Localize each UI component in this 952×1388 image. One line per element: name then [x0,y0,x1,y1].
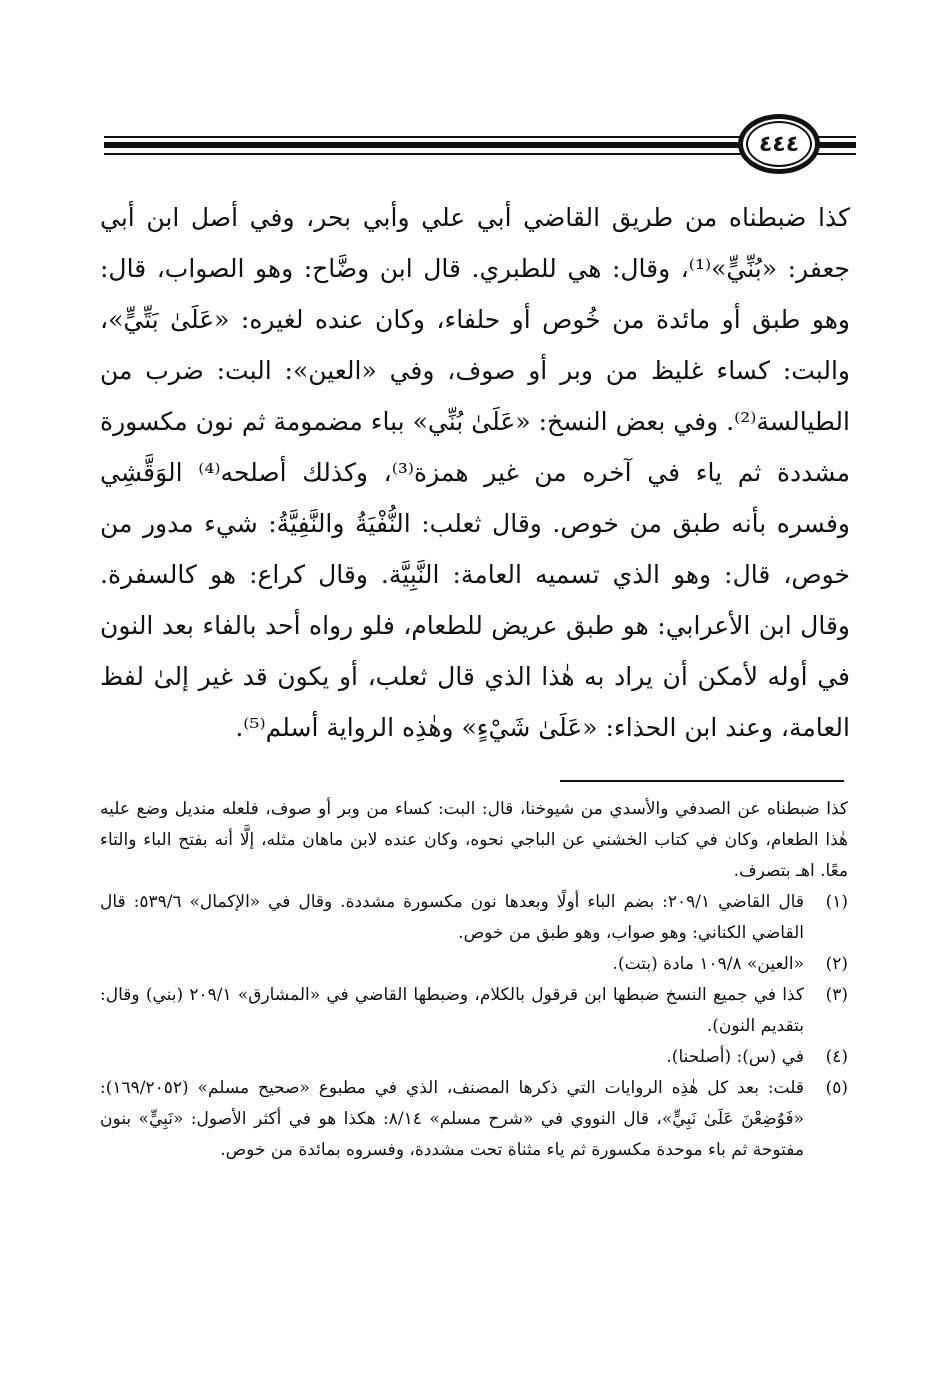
footnote-item [100,949,848,980]
footnote-text: «العين» ١٠٩/٨ مادة (بتت). [612,954,804,974]
header-rule [816,153,856,155]
footnote-number: (٥) [825,1078,848,1098]
footnote-text: قال القاضي ٢٠٩/١: بضم الباء أولًا وبعدها نون مكسورة مشددة. وقال في «الإكمال» ٥٣٩/٦: قال القاضي الكناني: وهو صواب، وهو طبق من خوص. [100,892,804,943]
header-rule [104,153,760,155]
page-number: ٤٤٤ [758,131,800,157]
main-text-block [100,192,850,753]
footnote-text: قلت: بعد كل هٰذِه الروايات التي ذكرها المصنف، الذي في مطبوع «صحيح مسلم» (١٦٩/٢٠٥٢): «فَوُضِعْنَ عَلَىٰ نَبِيٍّ»، قال النووي في «شرح مسلم» ٨/١٤: هكذا هو في أكثر الأصول: «نَبِيٍّ» بنون مفتوحة ثم باء موحدة مكسورة ثم ياء مثناة تحت مشددة، وفسروه بمائدة من خوص. [100,1078,804,1160]
footnote-separator [560,780,844,782]
header-rule [816,136,856,138]
footnote-number: (٤) [825,1047,848,1067]
footnote-item [100,1073,848,1166]
footnotes [100,794,848,1166]
footnote-number: (٢) [825,954,848,974]
footnote-number: (٣) [825,985,848,1005]
footnote-continuation: كذا ضبطناه عن الصدفي والأسدي من شيوخنا، قال: البت: كساء من وبر أو صوف، فلعله منديل وضع عليه هٰذا الطعام، وكان في كتاب الخشني عن الباجي نحوه، وكان عنده لابن ماهان مثله، إلَّا أنه بفتح الباء والتاء معًا. اهـ بتصرف. [100,799,848,881]
footnote-text: في (س): (أصلحنا). [666,1047,804,1067]
footnote-item [100,887,848,949]
main-paragraph: كذا ضبطناه من طريق القاضي أبي علي وأبي بحر، وفي أصل ابن أبي جعفر: «بُنِّيٍّ»⁽¹⁾، وقال: هي للطبري. قال ابن وضَّاح: وهو الصواب، قال: وهو طبق أو مائدة من خُوص أو حلفاء، وكان عنده لغيره: «عَلَىٰ بَتِّيٍّ»، والبت: كساء غليظ من وبر أو صوف، وفي «العين»: البت: ضرب من الطيالسة⁽²⁾. وفي بعض النسخ: «عَلَىٰ بُنِّي» بباء مضمومة ثم نون مكسورة مشددة ثم ياء في آخره من غير همزة⁽³⁾، وكذلك أصلحه⁽⁴⁾ الوَقَّشِي وفسره بأنه طبق من خوص. وقال ثعلب: النُّفْيَةُ والنَّفِيَّةُ: شيء مدور من خوص، قال: وهو الذي تسميه العامة: النَّبِيَّة. وقال كراع: هو كالسفرة. وقال ابن الأعرابي: هو طبق عريض للطعام، فلو رواه أحد بالفاء بعد النون في أوله لأمكن أن يراد به هٰذا الذي قال ثعلب، أو يكون قد غير إلىٰ لفظ العامة، وعند ابن الحذاء: «عَلَىٰ شَيْءٍ» وهٰذِه الرواية أسلم⁽⁵⁾. [100,203,851,742]
footnote-item [100,1042,848,1073]
header-rule [104,142,760,148]
header-rule [104,136,760,138]
page-number-badge [738,114,820,174]
footnote-number: (١) [825,892,848,912]
footnote-item [100,980,848,1042]
footnote-text: كذا في جميع النسخ ضبطها ابن قرقول بالكلام، وضبطها القاضي في «المشارق» ٢٠٩/١ (بني) وقال: بتقديم النون). [100,985,804,1036]
page-header [104,118,856,178]
header-rule [816,142,856,148]
